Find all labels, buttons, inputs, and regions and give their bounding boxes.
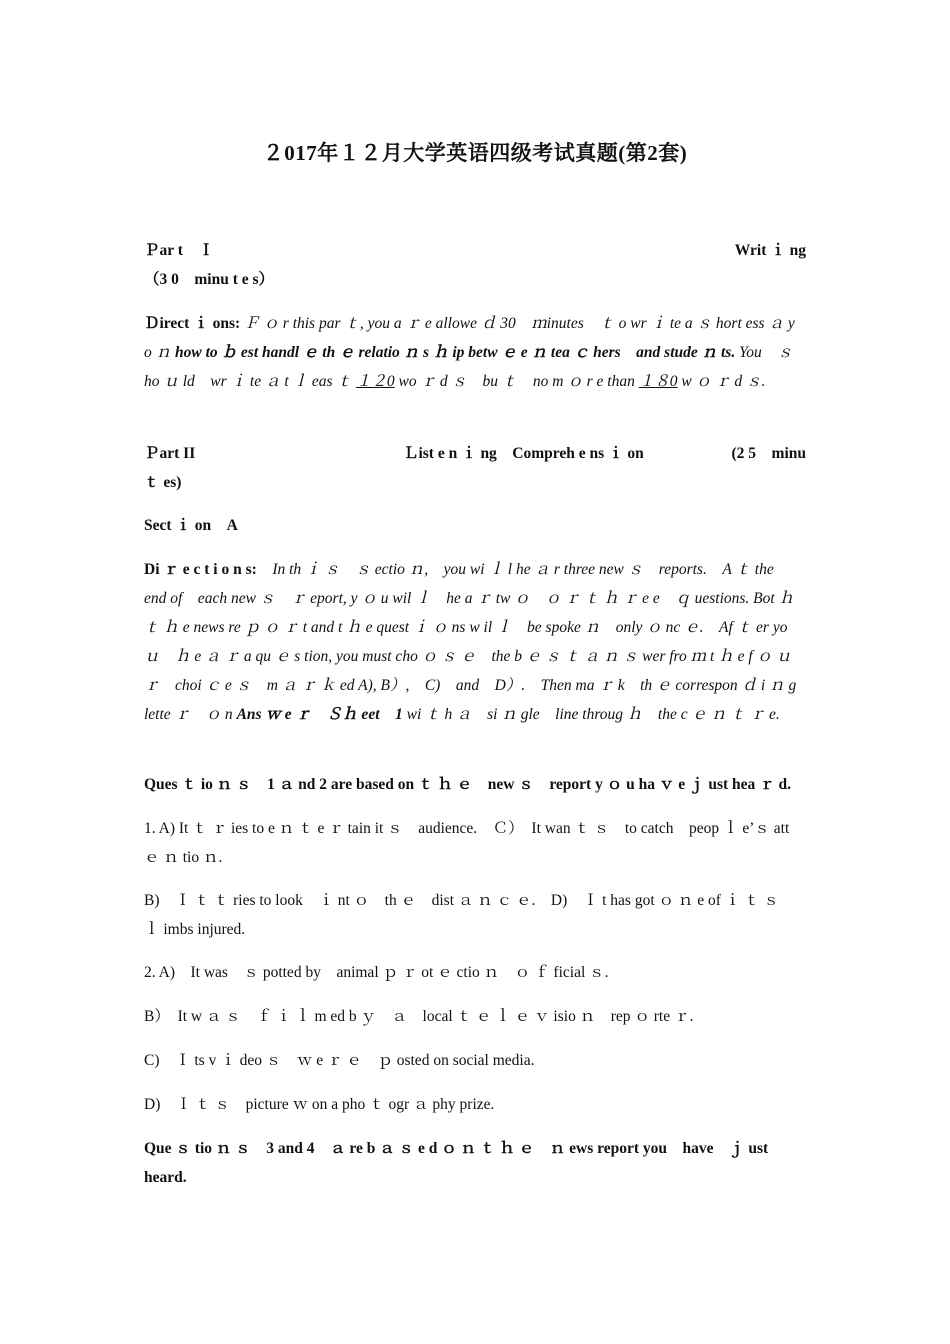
questions-3-4-heading: Que ｓ tio ｎ ｓ 3 and 4 ａ re b ａ ｓ e d ｏ ｎ ｔ ｈ ｅ ｎ ews report you have ｊ ust heard.	[144, 1140, 769, 1186]
essay-topic: how to ｂ est handl ｅ th ｅ relatio ｎ s ｈ ip betw ｅ e ｎ tea ｃ hers and stude ｎ ts.	[175, 344, 736, 361]
part1-directions	[144, 309, 806, 396]
question-1-options-bd: B) Ｉ ｔ ｔ ries to look ｉ nt ｏ th ｅ dist ａ ｎ ｃ ｅ. D) Ｉ t has got ｏ ｎ e of ｉ ｔ ｓ ｌ imbs injured.	[144, 892, 795, 938]
part1-heading	[144, 236, 806, 294]
question-1-options-ac: 1. A) It ｔ ｒ ies to e ｎ ｔ e ｒ tain it ｓ audience. Ｃ） It wan ｔ ｓ to catch peop ｌ e’ｓ att ｅ ｎ tio ｎ.	[144, 820, 790, 866]
answer-sheet-ref: Ans ｗ e ｒ Ｓｈ eet 1	[236, 706, 403, 723]
part1-directions-pre: Ｆ ｏ r this par ｔ, you a ｒ e allowe ｄ 30 ｍinutes ｔ o wr ｉ te a ｓ hort ess ａ y o ｎ	[144, 315, 795, 361]
min-words: １２0	[355, 373, 395, 390]
part2-directions-end: wi ｔ h ａ si ｎ gle line throug ｈ the c ｅ ｎ ｔ ｒ e.	[402, 706, 780, 723]
part2-label: Ｐart II	[144, 445, 196, 462]
section-a-heading: Sect ｉ on A	[144, 517, 238, 534]
part2-directions-label: Di ｒ e c t i o n s:	[144, 561, 257, 578]
questions-1-2-heading: Ques ｔ io ｎ ｓ 1 ａ nd 2 are based on ｔ ｈ ｅ new ｓ report y ｏ u ha ｖ e ｊ ust hea ｒ d.	[144, 776, 792, 793]
part1-name: Writ ｉ ng	[734, 242, 806, 259]
part2-time: (2 5 minu	[731, 445, 806, 462]
part1-time: （3 0 minu t e s）	[144, 271, 275, 288]
max-words: １８0	[638, 373, 678, 390]
part1-directions-end: w ｏ ｒ d ｓ.	[677, 373, 766, 390]
question-2-option-a: 2. A) It was ｓ potted by animal ｐ ｒ ot ｅ ctio ｎ ｏ ｆ ficial ｓ.	[144, 964, 609, 981]
part2-directions	[144, 555, 806, 729]
part2-name: Ｌist e n ｉ ng Compreh e ns ｉ on	[402, 445, 644, 462]
page-title: ２017年１２月大学英语四级考试真题(第2套)	[262, 141, 688, 165]
question-2-option-b: B） It w ａ ｓ ｆ ｉ ｌ m ed b ｙ ａ local ｔ ｅ ｌ ｅ ｖ isio ｎ rep ｏ rte ｒ.	[144, 1008, 694, 1025]
part2-time-cont: ｔ es)	[144, 474, 182, 491]
part1-directions-mid2: wo ｒ d ｓ bu ｔ no m ｏ r e than	[394, 373, 639, 390]
part2-heading	[144, 439, 806, 497]
question-2-option-d: D) Ｉ ｔ ｓ picture ｗ on a pho ｔ ogr ａ phy prize.	[144, 1096, 495, 1113]
part1-directions-mid: You ｓ ho ｕ ld wr ｉ te ａ t ｌ eas ｔ	[144, 344, 793, 390]
part2-directions-text: In th ｉ ｓ ｓ ectio ｎ, you wi ｌ l he ａ r three new ｓ reports. A ｔ the end of each new ｓ ｒ eport, y ｏ u wil ｌ he a ｒ tw ｏ ｏ ｒ ｔ ｈ ｒ e e ｑ uestions. Bot ｈ ｔ ｈ e news re ｐ ｏ ｒ t and t ｈ e quest ｉ ｏ ns w il ｌ be spoke ｎ only ｏ nc ｅ. Af ｔ er yo ｕ ｈ e ａ ｒ a qu ｅ s tion, you must cho ｏ ｓ ｅ the b ｅ ｓ ｔ ａ ｎ ｓ wer fro ｍ t ｈ e f ｏ ｕ ｒ choi ｃ e ｓ m ａ ｒ ｋ ed A), B）, C) and D）. Then ma ｒ k th ｅ correspon ｄ i ｎ g lette ｒ ｏ n	[144, 561, 797, 723]
question-2-option-c: C) Ｉ ts v ｉ deo ｓ ｗ e ｒ ｅ ｐ osted on social media.	[144, 1052, 535, 1069]
part1-directions-label: Ｄirect ｉ ons:	[144, 315, 241, 332]
part1-label: Ｐar t Ｉ	[144, 242, 214, 259]
